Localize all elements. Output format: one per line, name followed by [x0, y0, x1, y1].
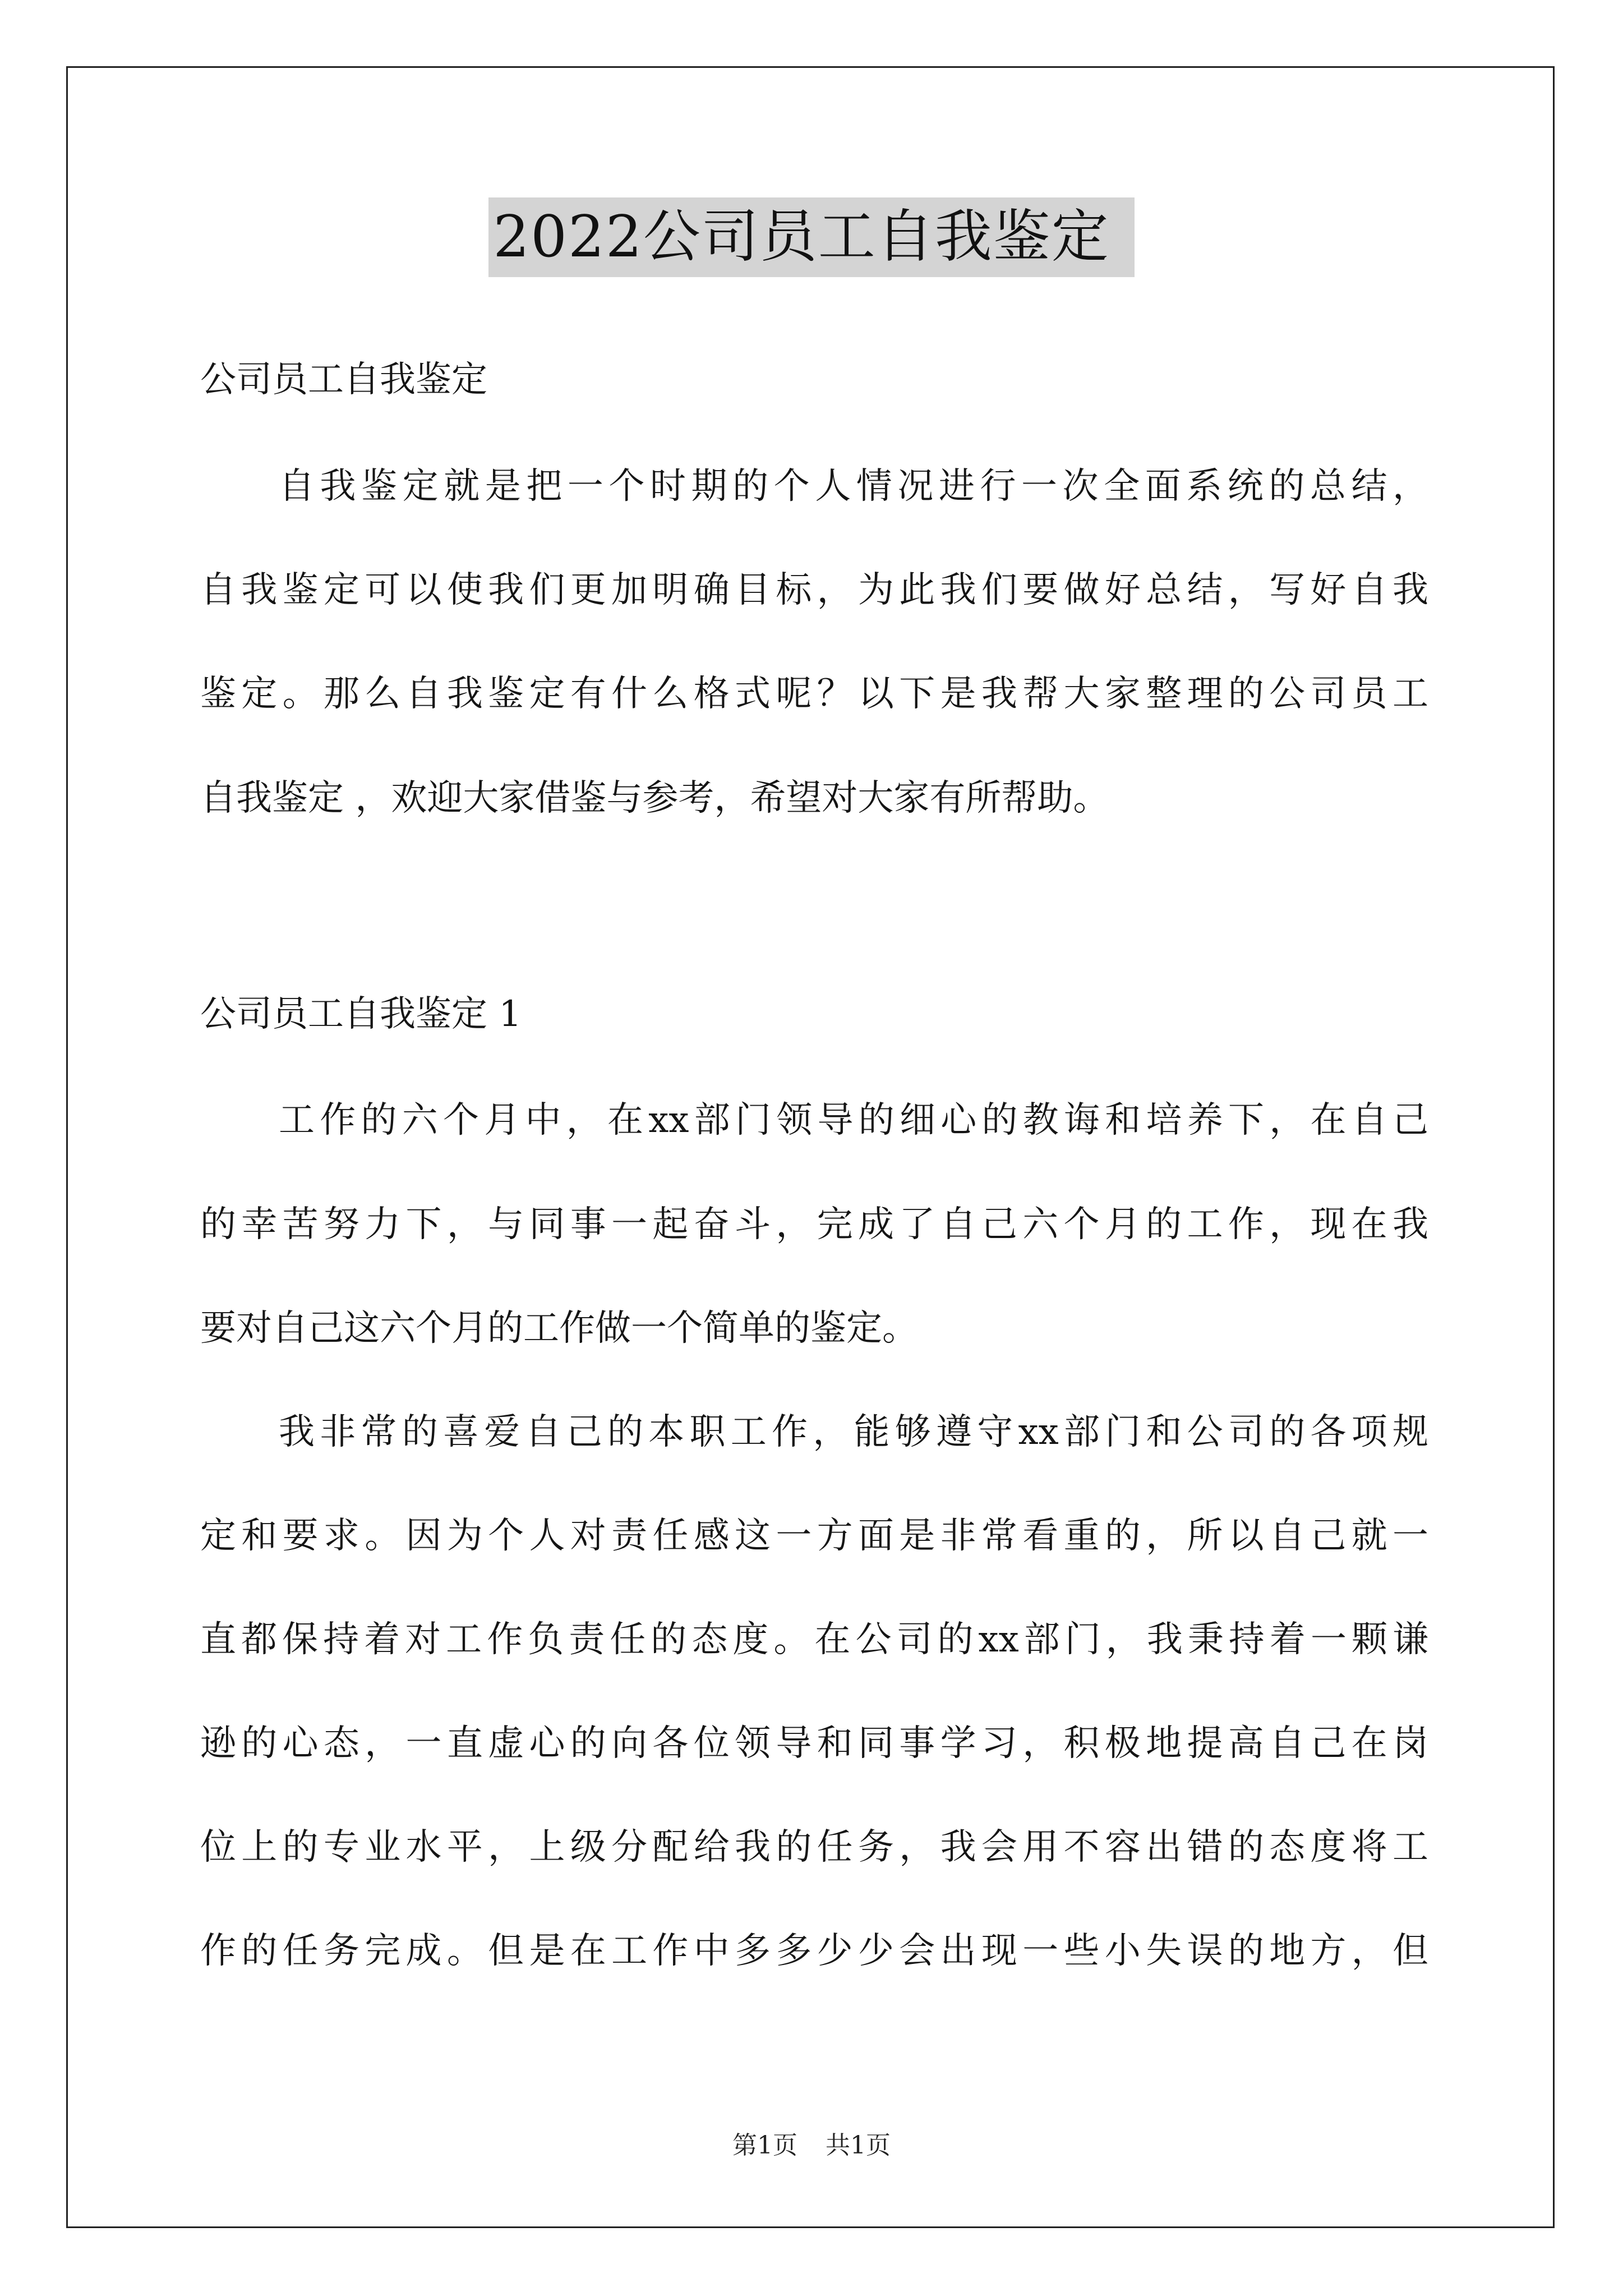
section-heading: 公司员工自我鉴定 1	[200, 993, 522, 1035]
paragraph-line: 要对自己这六个月的工作做一个简单的鉴定。	[200, 1308, 918, 1349]
paragraph-line: 定和要求。因为个人对责任感这一方面是非常看重的，所以自己就一	[200, 1515, 1428, 1557]
paragraph-line: 逊的心态，一直虚心的向各位领导和同事学习，积极地提高自己在岗	[200, 1723, 1428, 1764]
intro-line: 自我鉴定 ，欢迎大家借鉴与参考，希望对大家有所帮助。	[200, 777, 1109, 819]
intro-heading: 公司员工自我鉴定	[200, 359, 487, 401]
page-footer	[0, 2129, 1623, 2162]
page-total: 共1页	[826, 2131, 891, 2160]
paragraph-line: 位上的专业水平，上级分配给我的任务，我会用不容出错的态度将工	[200, 1826, 1428, 1868]
intro-line: 自我鉴定就是把一个时期的个人情况进行一次全面系统的总结，	[279, 466, 1428, 507]
title-container	[0, 197, 1623, 277]
intro-line: 自我鉴定可以使我们更加明确目标，为此我们要做好总结，写好自我	[200, 569, 1428, 611]
intro-line: 鉴定。那么自我鉴定有什么格式呢？以下是我帮大家整理的公司员工	[200, 673, 1428, 715]
page-number: 第1页	[732, 2131, 797, 2160]
paragraph-line: 我非常的喜爱自己的本职工作，能够遵守xx部门和公司的各项规	[279, 1411, 1428, 1453]
paragraph-line: 的幸苦努力下，与同事一起奋斗，完成了自己六个月的工作，现在我	[200, 1204, 1428, 1245]
paragraph-line: 直都保持着对工作负责任的态度。在公司的xx部门，我秉持着一颗谦	[200, 1619, 1428, 1660]
paragraph-line: 作的任务完成。但是在工作中多多少少会出现一些小失误的地方，但	[200, 1930, 1428, 1972]
document-title: 2022公司员工自我鉴定	[488, 197, 1135, 277]
paragraph-line: 工作的六个月中，在xx部门领导的细心的教诲和培养下，在自己	[279, 1099, 1428, 1141]
